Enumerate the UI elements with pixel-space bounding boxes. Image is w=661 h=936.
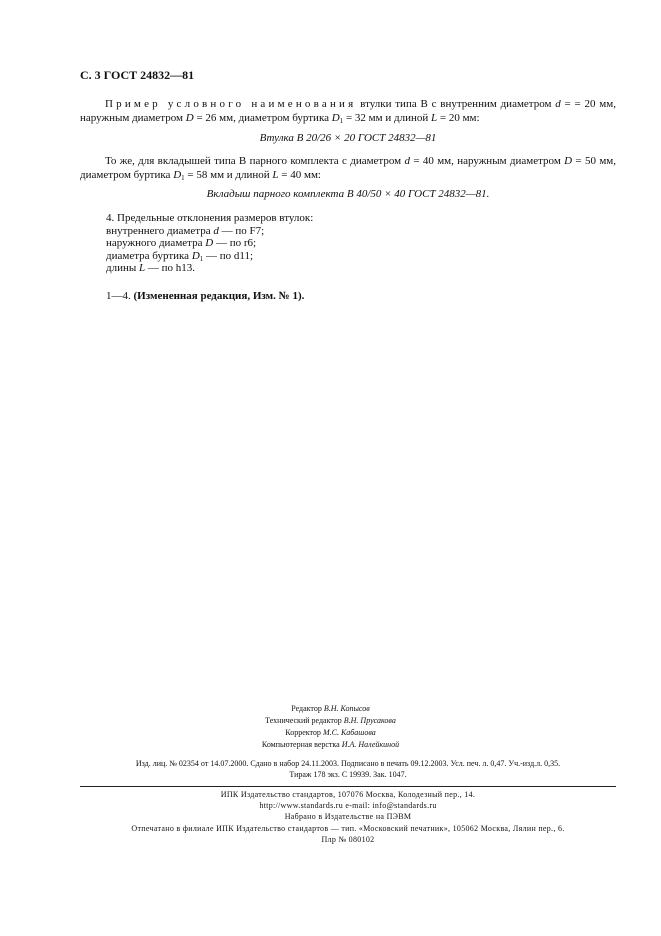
amendment-text: (Измененная редакция, Изм. № 1). xyxy=(133,290,305,302)
symbol-d: d xyxy=(404,155,410,167)
example-lead-phrase: Пример условного наименования xyxy=(105,98,357,110)
divider xyxy=(80,786,616,787)
symbol-d: d xyxy=(213,224,219,237)
designation-example-1: Втулка В 20/26 × 20 ГОСТ 24832—81 xyxy=(259,132,437,144)
text-run: — по r6; xyxy=(213,237,257,250)
list-item xyxy=(106,225,313,238)
symbol-D1: D xyxy=(173,169,182,181)
license-line: Плр № 080102 xyxy=(321,834,375,844)
text-run: = 40 мм, наружным диаметром xyxy=(409,155,565,167)
credit-role: Корректор xyxy=(285,728,323,737)
text-run: = = 20 мм, наружным диаметром xyxy=(80,98,616,124)
edition-info xyxy=(80,758,616,780)
text-run: = 26 мм, диаметром буртика xyxy=(193,112,332,124)
publisher-line: ИПК Издательство стандартов, 107076 Москва, Колодезный пер., 14. xyxy=(220,790,476,799)
symbol-D1: D xyxy=(331,112,340,124)
list-item xyxy=(106,237,313,250)
subscript: 1 xyxy=(181,174,185,182)
credit-role: Технический редактор xyxy=(265,716,344,725)
credit-name: И.А. Налейкиной xyxy=(341,740,400,749)
text-run: втулки типа В с внутренним диаметром xyxy=(356,98,556,110)
text-run: = 40 мм: xyxy=(278,169,321,181)
text-run: То же, для вкладышей типа В парного комплекта с диаметром xyxy=(105,155,405,167)
text-run: — по F7; xyxy=(218,224,265,237)
amendment-number: 1—4. xyxy=(106,290,134,302)
symbol-L: L xyxy=(430,112,438,124)
subscript: 1 xyxy=(339,117,344,125)
tolerances-heading: 4. Предельные отклонения размеров втулок: xyxy=(106,212,314,224)
text-run: = 32 мм и длиной xyxy=(343,112,431,124)
text-run: = 20 мм: xyxy=(437,112,480,124)
example-paragraph-2 xyxy=(80,154,616,182)
text-run: — по h13. xyxy=(145,262,196,275)
credit-role: Компьютерная верстка xyxy=(261,740,342,749)
symbol-L: L xyxy=(272,169,279,181)
credit-line xyxy=(0,703,661,715)
edition-info-line: Тираж 178 экз. С 19939. Зак. 1047. xyxy=(289,770,407,779)
list-item xyxy=(106,262,313,275)
credit-role: Редактор xyxy=(291,704,324,713)
symbol-D: D xyxy=(564,155,573,167)
list-item xyxy=(106,250,313,263)
text-run: длины xyxy=(106,262,139,275)
amendment-note xyxy=(106,290,304,302)
symbol-d: d xyxy=(555,98,561,110)
example-paragraph-1 xyxy=(80,97,616,125)
symbol-D1: D xyxy=(191,249,200,262)
credit-name: М.С. Кабашова xyxy=(322,728,376,737)
tolerances-section xyxy=(106,212,313,275)
publisher-line: Набрано в Издательстве на ПЭВМ xyxy=(284,812,412,822)
text-run: наружного диаметра xyxy=(106,237,206,250)
text-run: — по d11; xyxy=(203,249,254,262)
credit-line xyxy=(0,739,661,751)
symbol-D: D xyxy=(205,237,214,250)
text-run: диаметра буртика xyxy=(106,249,192,262)
text-run: = 50 мм, диаметром буртика xyxy=(80,155,616,181)
editorial-credits xyxy=(0,703,661,751)
credit-line xyxy=(0,727,661,739)
symbol-L: L xyxy=(139,262,146,275)
printer-line: Отпечатано в филиале ИПК Издательство стандартов — тип. «Московский печатник», 105062 Москва, Лялин пер., 6. xyxy=(131,823,565,833)
publisher-info xyxy=(80,789,616,845)
symbol-D: D xyxy=(185,112,194,124)
page-header: С. 3 ГОСТ 24832—81 xyxy=(80,68,195,82)
credit-name: В.Н. Прусакова xyxy=(343,716,396,725)
text-run: внутреннего диаметра xyxy=(106,224,214,237)
subscript: 1 xyxy=(199,254,204,263)
edition-info-line: Изд. лиц. № 02354 от 14.07.2000. Сдано в набор 24.11.2003. Подписано в печать 09.12.2003. Усл. печ. л. 0,47. Уч.-изд.л. 0,35. xyxy=(135,759,561,768)
credit-name: В.Н. Копысов xyxy=(323,704,370,713)
publisher-web: http://www.standards.ru e-mail: info@standards.ru xyxy=(259,801,437,811)
designation-example-2: Вкладыш парного комплекта В 40/50 × 40 ГОСТ 24832—81. xyxy=(206,188,490,200)
text-run: = 58 мм и длиной xyxy=(184,169,273,181)
credit-line xyxy=(0,715,661,727)
